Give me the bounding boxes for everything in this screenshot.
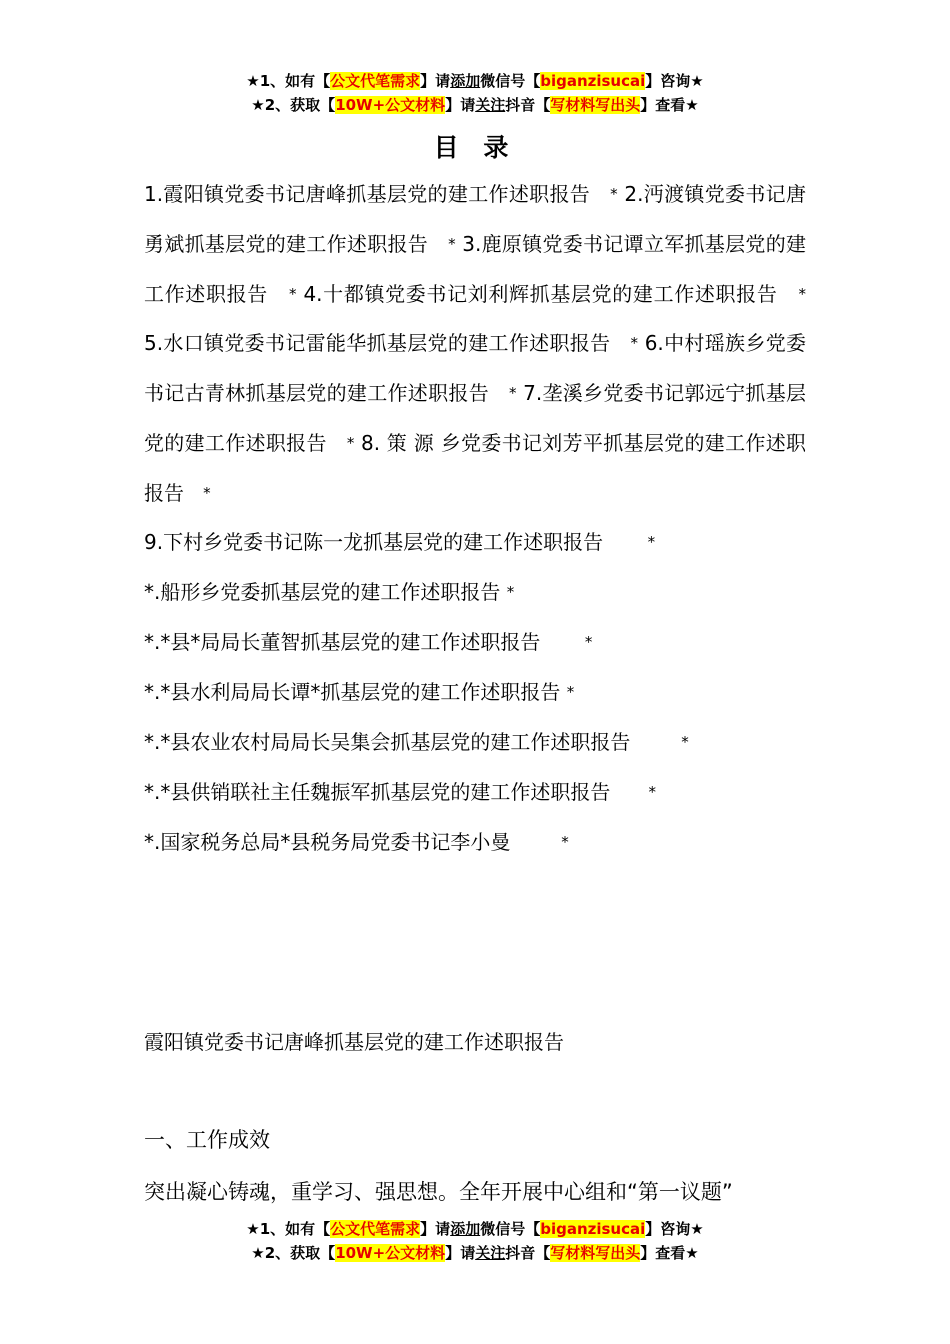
banner-text: 】咨询★	[645, 1220, 704, 1238]
toc-entry-8[interactable]: 8. 策 源 乡党委书记刘芳平抓基层党的建工作述职报告 *	[144, 430, 807, 505]
banner-highlight: 公文代笔需求	[330, 72, 421, 90]
banner-text: ★2、获取【	[251, 1244, 336, 1262]
toc-paragraph	[144, 170, 806, 519]
toc-title: 目 录	[433, 133, 517, 162]
toc-entry-6[interactable]: 6.中村瑶族乡党委书记古青林抓基层党的建工作述职报告 *	[144, 331, 807, 406]
banner-text: ★1、如有【	[246, 72, 331, 90]
banner-text: 】请	[445, 1244, 476, 1262]
banner-line-2	[0, 93, 950, 117]
banner-text: 】请	[420, 72, 451, 90]
banner-text: 抖音【	[505, 96, 551, 114]
toc-entry-5[interactable]: 5.水口镇党委书记雷能华抓基层党的建工作述职报告 *	[144, 331, 638, 356]
body-paragraph: 突出凝心铸魂，重学习、强思想。全年开展中心组和“第一议题”	[144, 1180, 733, 1204]
toc-entry-1[interactable]: 1.霞阳镇党委书记唐峰抓基层党的建工作述职报告 *	[144, 182, 618, 206]
banner-underlined: 添加	[450, 72, 481, 90]
banner-underlined: 添加	[450, 1220, 481, 1238]
toc-entry-4[interactable]: 4.十都镇党委书记刘利辉抓基层党的建工作述职报告 *	[303, 281, 807, 306]
banner-underlined: 关注	[475, 96, 506, 114]
top-banner	[0, 69, 950, 117]
toc-entry-15[interactable]: *.国家税务总局*县税务局党委书记李小曼 *	[144, 830, 569, 854]
banner-highlight-wechat: biganzisucai	[540, 1220, 646, 1238]
banner-highlight: 公文代笔需求	[330, 1220, 421, 1238]
toc-entry-14[interactable]: *.*县供销联社主任魏振军抓基层党的建工作述职报告 *	[144, 780, 657, 804]
banner-underlined: 关注	[475, 1244, 506, 1262]
banner-line-2	[0, 1241, 950, 1265]
report-heading: 霞阳镇党委书记唐峰抓基层党的建工作述职报告	[144, 1030, 564, 1054]
banner-highlight-douyin: 写材料写出头	[550, 96, 641, 114]
banner-highlight: 10W+公文材料	[335, 96, 446, 114]
banner-text: 】查看★	[640, 96, 699, 114]
banner-text: 】咨询★	[645, 72, 704, 90]
toc-entry-3[interactable]: 3.鹿原镇党委书记谭立军抓基层党的建工作述职报告 *	[144, 231, 806, 306]
banner-line-1	[0, 1217, 950, 1241]
banner-text: ★1、如有【	[246, 1220, 331, 1238]
toc-entry-12[interactable]: *.*县水利局局长谭*抓基层党的建工作述职报告 *	[144, 680, 575, 704]
banner-text: 微信号【	[480, 1220, 541, 1238]
banner-text: ★2、获取【	[251, 96, 336, 114]
banner-text: 】请	[445, 96, 476, 114]
banner-line-1	[0, 69, 950, 93]
toc-entry-11[interactable]: *.*县*局局长董智抓基层党的建工作述职报告 *	[144, 630, 593, 654]
banner-text: 微信号【	[480, 72, 541, 90]
banner-text: 抖音【	[505, 1244, 551, 1262]
toc-entry-10[interactable]: *.船形乡党委抓基层党的建工作述职报告 *	[144, 580, 515, 604]
toc-entry-13[interactable]: *.*县农业农村局局长吴集会抓基层党的建工作述职报告 *	[144, 730, 689, 754]
banner-highlight-wechat: biganzisucai	[540, 72, 646, 90]
banner-text: 】请	[420, 1220, 451, 1238]
section-heading: 一、工作成效	[144, 1128, 270, 1152]
banner-highlight-douyin: 写材料写出头	[550, 1244, 641, 1262]
banner-highlight: 10W+公文材料	[335, 1244, 446, 1262]
toc-entry-7[interactable]: 7.垄溪乡党委书记郭远宁抓基层党的建工作述职报告 *	[144, 381, 806, 455]
toc-entry-2[interactable]: 2.沔渡镇党委书记唐勇斌抓基层党的建工作述职报告 *	[144, 182, 807, 256]
banner-text: 】查看★	[640, 1244, 699, 1262]
toc-entry-9[interactable]: 9.下村乡党委书记陈一龙抓基层党的建工作述职报告 *	[144, 530, 656, 554]
bottom-banner	[0, 1217, 950, 1265]
